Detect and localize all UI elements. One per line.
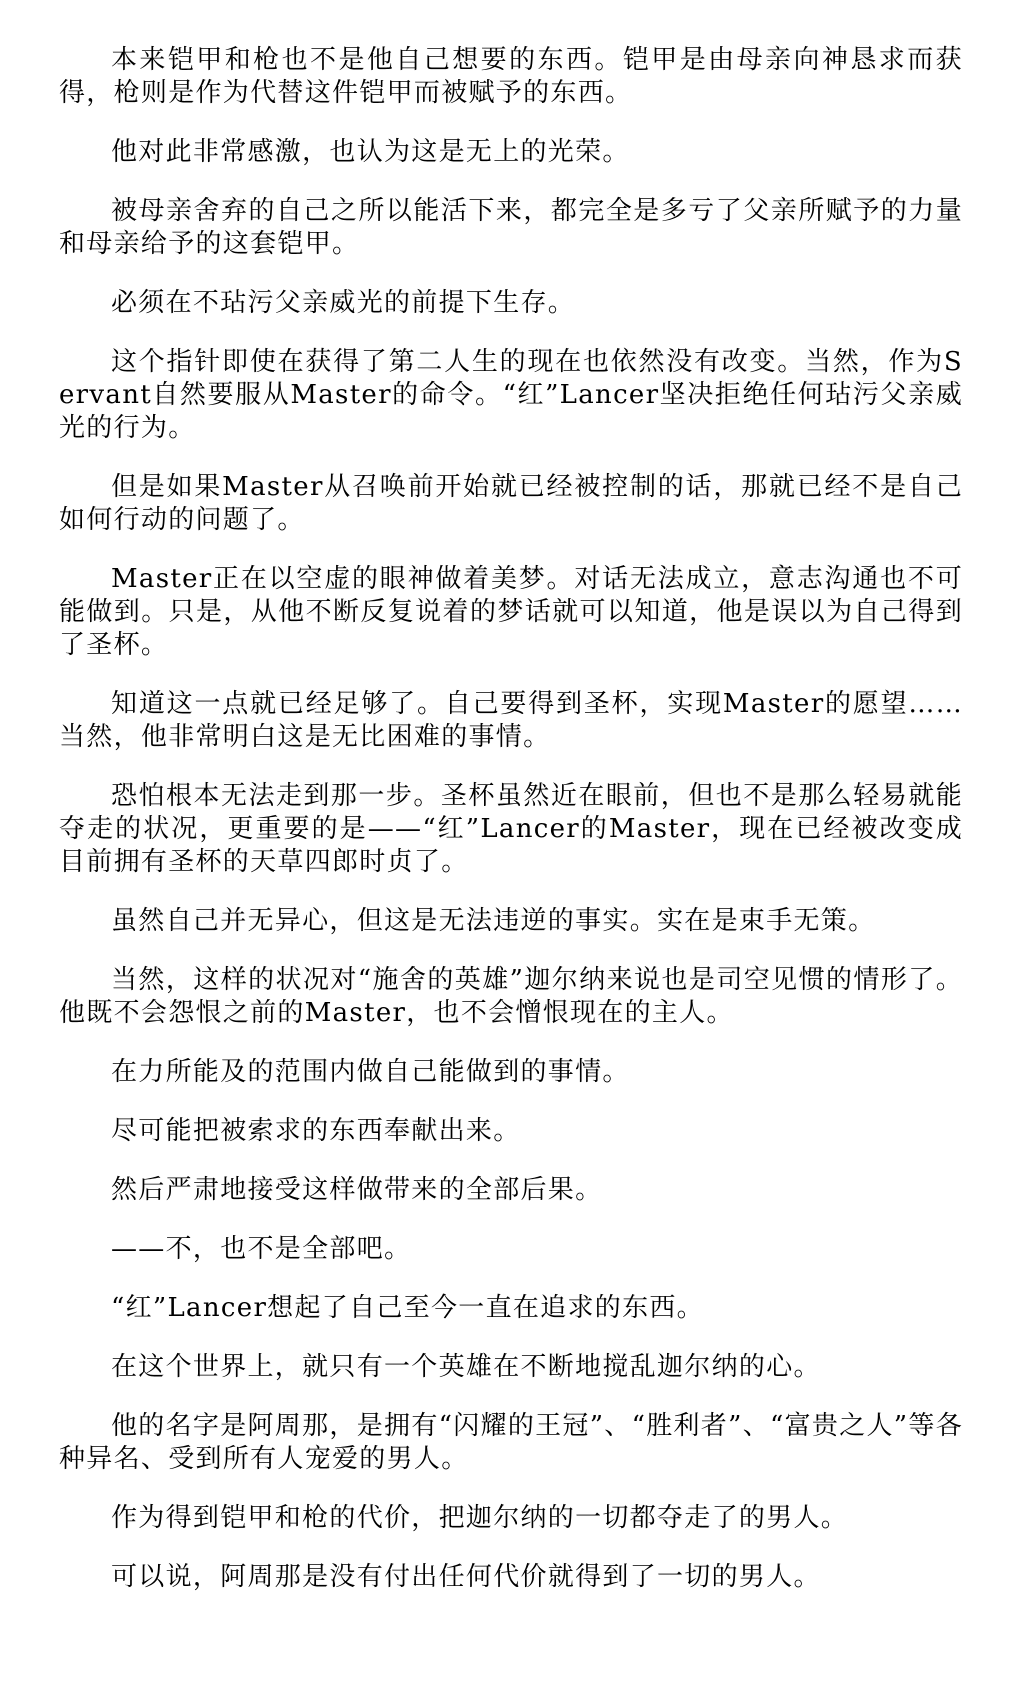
paragraph: 必须在不玷污父亲威光的前提下生存。: [111, 288, 576, 318]
paragraph: “红”Lancer想起了自己至今一直在追求的东西。: [111, 1293, 704, 1323]
paragraph: 被母亲舍弃的自己之所以能活下来，都完全是多亏了父亲所赋予的力量和母亲给予的这套铠甲。: [59, 196, 963, 259]
paragraph: 尽可能把被索求的东西奉献出来。: [111, 1116, 521, 1146]
paragraph: Master正在以空虚的眼神做着美梦。对话无法成立，意志沟通也不可能做到。只是，从他不断反复说着的梦话就可以知道，他是误以为自己得到了圣杯。: [59, 564, 963, 660]
paragraph: 本来铠甲和枪也不是他自己想要的东西。铠甲是由母亲向神恳求而获得，枪则是作为代替这件铠甲而被赋予的东西。: [59, 45, 963, 108]
paragraph: 知道这一点就已经足够了。自己要得到圣杯，实现Master的愿望……当然，他非常明白这是无比困难的事情。: [59, 689, 963, 752]
paragraph: 他的名字是阿周那，是拥有“闪耀的王冠”、“胜利者”、“富贵之人”等各种异名、受到所有人宠爱的男人。: [59, 1411, 963, 1474]
paragraph: 这个指针即使在获得了第二人生的现在也依然没有改变。当然，作为Servant自然要服从Master的命令。“红”Lancer坚决拒绝任何玷污父亲威光的行为。: [59, 347, 963, 443]
paragraph: 在力所能及的范围内做自己能做到的事情。: [111, 1057, 630, 1087]
document-page: [59, 44, 963, 1620]
paragraph: 然后严肃地接受这样做带来的全部后果。: [111, 1175, 603, 1205]
paragraph: 可以说，阿周那是没有付出任何代价就得到了一切的男人。: [111, 1562, 821, 1592]
paragraph: 作为得到铠甲和枪的代价，把迦尔纳的一切都夺走了的男人。: [111, 1503, 849, 1533]
paragraph: 恐怕根本无法走到那一步。圣杯虽然近在眼前，但也不是那么轻易就能夺走的状况，更重要的是——“红”Lancer的Master，现在已经被改变成目前拥有圣杯的天草四郎时贞了。: [59, 781, 963, 877]
paragraph: 虽然自己并无异心，但这是无法违逆的事实。实在是束手无策。: [111, 906, 876, 936]
paragraph: 但是如果Master从召唤前开始就已经被控制的话，那就已经不是自己如何行动的问题了。: [59, 472, 963, 535]
paragraph: 当然，这样的状况对“施舍的英雄”迦尔纳来说也是司空见惯的情形了。他既不会怨恨之前的Master，也不会憎恨现在的主人。: [59, 965, 963, 1028]
paragraph: 他对此非常感激，也认为这是无上的光荣。: [111, 137, 630, 167]
paragraph: 在这个世界上，就只有一个英雄在不断地搅乱迦尔纳的心。: [111, 1352, 821, 1382]
paragraph: ——不，也不是全部吧。: [111, 1234, 412, 1264]
